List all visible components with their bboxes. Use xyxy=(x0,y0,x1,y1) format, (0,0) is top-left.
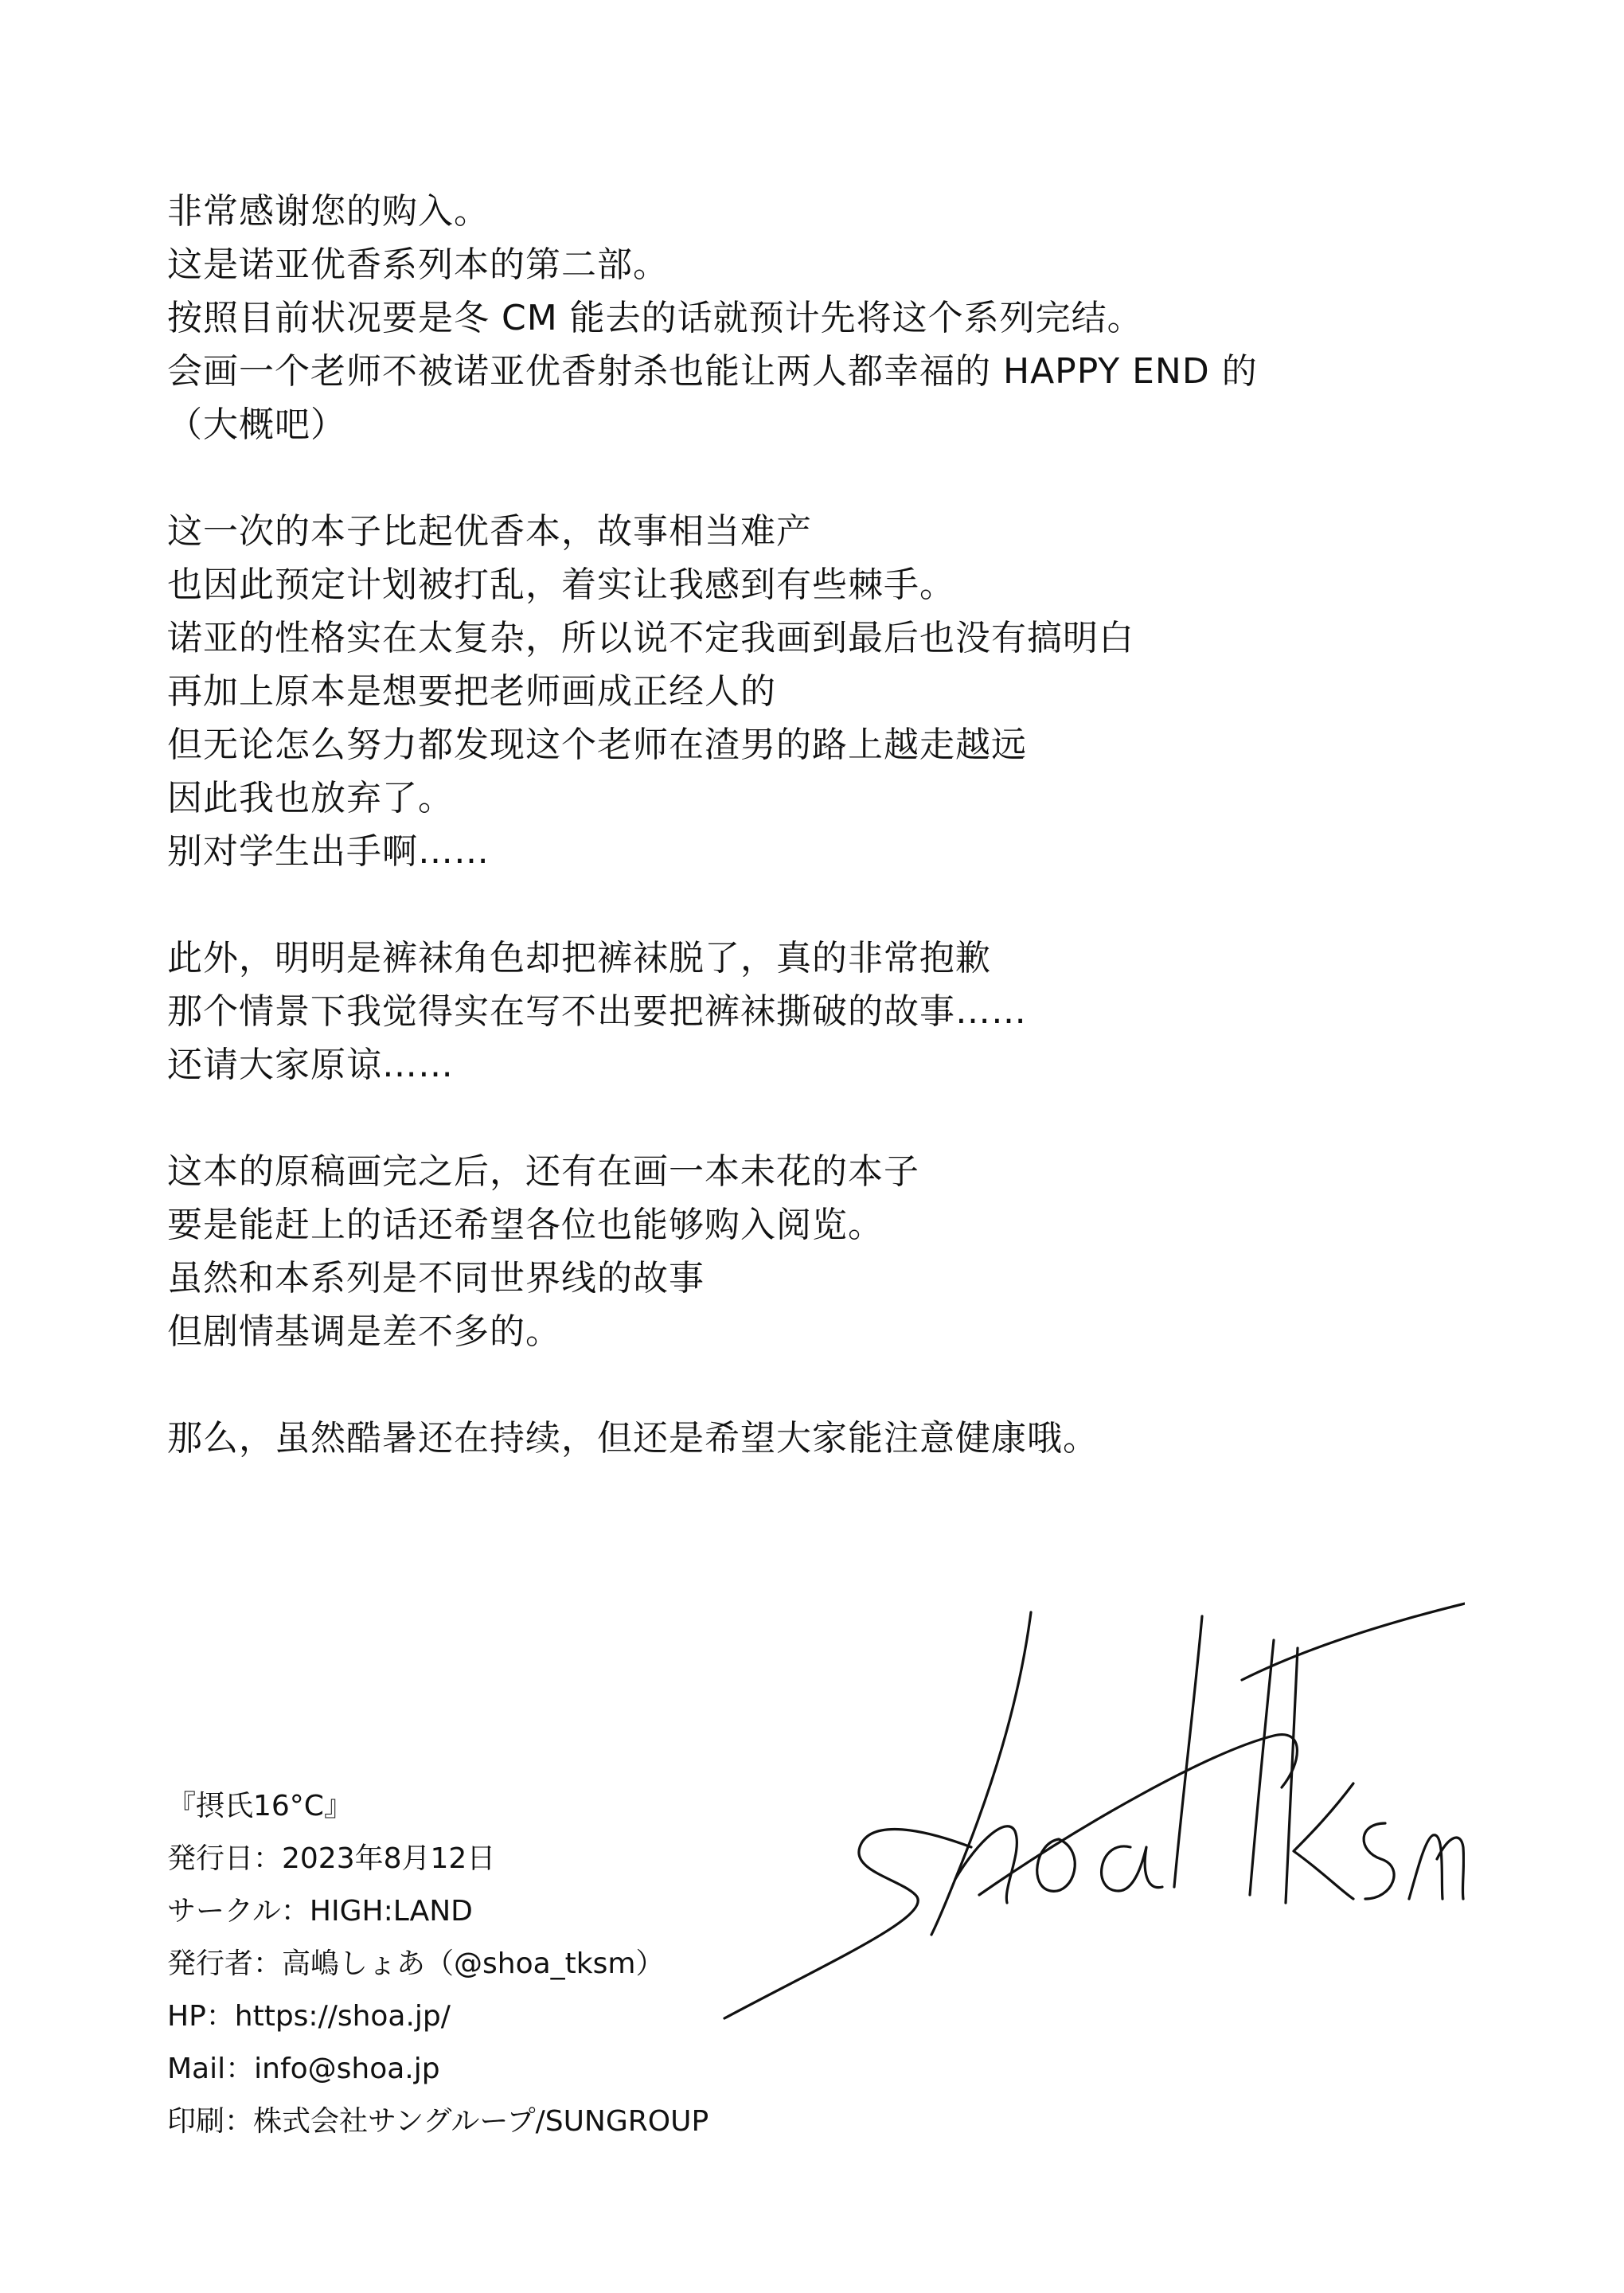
book-title: 『摂氏16°C』 xyxy=(167,1790,353,1822)
message-line: （大概吧） xyxy=(167,404,346,445)
printer: 印刷：株式会社サングループ/SUNGROUP xyxy=(167,2105,709,2138)
message-line: 诺亚的性格实在太复杂，所以说不定我画到最后也没有搞明白 xyxy=(167,618,1134,658)
paragraph-3 xyxy=(167,932,1521,1092)
circle-name: サークル：HIGH:LAND xyxy=(167,1895,473,1928)
paragraph-1 xyxy=(167,185,1521,451)
paragraph-5 xyxy=(167,1412,1521,1465)
message-line: 这本的原稿画完之后，还有在画一本未花的本子 xyxy=(167,1151,919,1192)
message-line: 还请大家原谅…… xyxy=(167,1045,454,1085)
message-line: 这是诺亚优香系列本的第二部。 xyxy=(167,244,669,285)
message-line: 虽然和本系列是不同世界线的故事 xyxy=(167,1258,705,1299)
message-line: 那个情景下我觉得实在写不出要把裤袜撕破的故事…… xyxy=(167,991,1027,1032)
paragraph-4 xyxy=(167,1145,1521,1358)
paragraph-2 xyxy=(167,505,1521,878)
handwritten-signature xyxy=(716,1584,1465,2030)
publish-date: 発行日：2023年8月12日 xyxy=(167,1842,496,1875)
message-line: 因此我也放弃了。 xyxy=(167,778,454,818)
afterword-message xyxy=(167,185,1521,1518)
message-line: 但无论怎么努力都发现这个老师在渣男的路上越走越远 xyxy=(167,725,1027,765)
message-line: 要是能赶上的话还希望各位也能够购入阅览。 xyxy=(167,1205,884,1245)
message-line: 但剧情基调是差不多的。 xyxy=(167,1311,561,1352)
message-line: 这一次的本子比起优香本，故事相当难产 xyxy=(167,511,812,552)
message-line: 再加上原本是想要把老师画成正经人的 xyxy=(167,671,776,712)
message-line: 那么，虽然酷暑还在持续，但还是希望大家能注意健康哦。 xyxy=(167,1418,1099,1459)
message-line: 此外，明明是裤袜角色却把裤袜脱了，真的非常抱歉 xyxy=(167,938,991,979)
message-line: 会画一个老师不被诺亚优香射杀也能让两人都幸福的 HAPPY END 的 xyxy=(167,351,1258,392)
homepage-url: HP：https://shoa.jp/ xyxy=(167,2000,451,2033)
publisher: 発行者：高嶋しょあ（@shoa_tksm） xyxy=(167,1947,665,1980)
message-line: 别对学生出手啊…… xyxy=(167,831,490,872)
message-line: 也因此预定计划被打乱，着实让我感到有些棘手。 xyxy=(167,564,955,605)
message-line: 按照目前状况要是冬 CM 能去的话就预计先将这个系列完结。 xyxy=(167,298,1143,338)
mail-address: Mail：info@shoa.jp xyxy=(167,2053,440,2085)
message-line: 非常感谢您的购入。 xyxy=(167,191,490,232)
